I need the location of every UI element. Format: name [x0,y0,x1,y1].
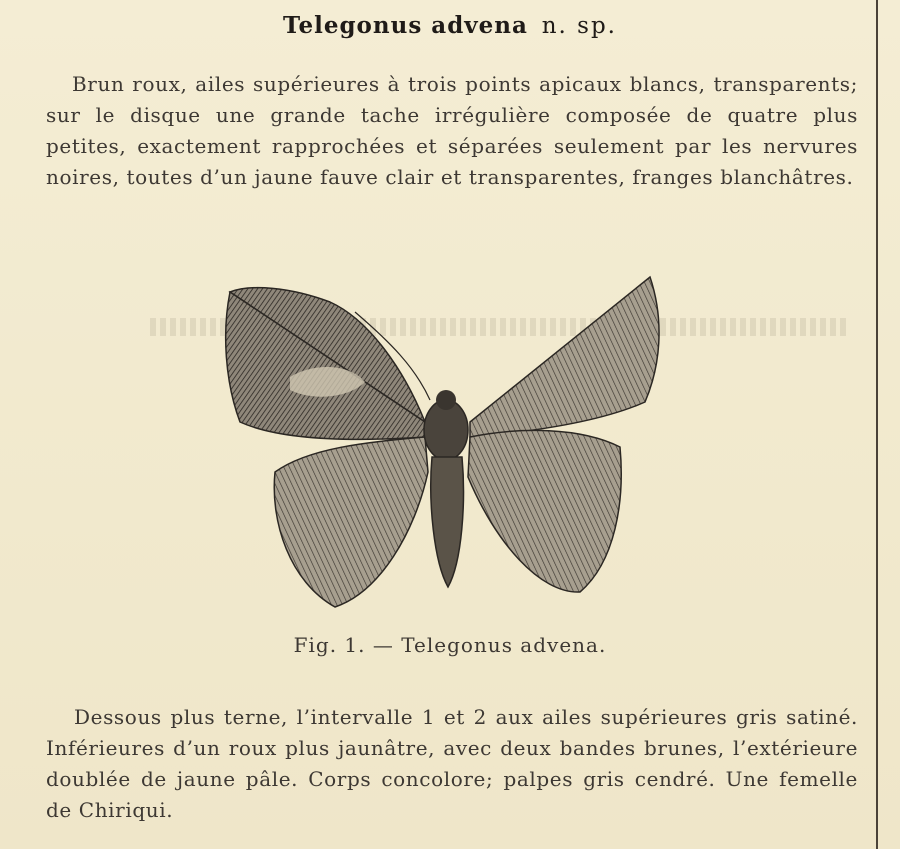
butterfly-figure [220,272,670,617]
right-hindwing [468,430,621,592]
species-name: Telegonus advena [282,12,528,39]
head [436,390,456,410]
left-hindwing [274,437,428,607]
species-heading [0,12,900,39]
underside-paragraph: Dessous plus terne, l’intervalle 1 et 2 aux ailes supérieures gris satiné. Inférieures d’un roux plus jaunâtre, avec deux bandes brunes, l’extérieure doublée de jaune pâle. Corps concolore; palpes gris cendré. Une femelle de Chiriqui. [46,705,858,822]
figure-caption: Fig. 1. — Telegonus advena. [293,633,607,657]
right-forewing [470,277,659,437]
abdomen [431,457,464,587]
page-edge-rule [876,0,878,849]
new-species-tag: n. sp. [541,13,617,39]
description-paragraph: Brun roux, ailes supérieures à trois points apicaux blancs, transparents; sur le disque une grande tache irrégulière composée de quatre plus petites, exactement rapprochées et séparées seulement par les nervures noires, toutes d’un jaune fauve clair et transparentes, franges blanchâtres. [46,72,858,189]
